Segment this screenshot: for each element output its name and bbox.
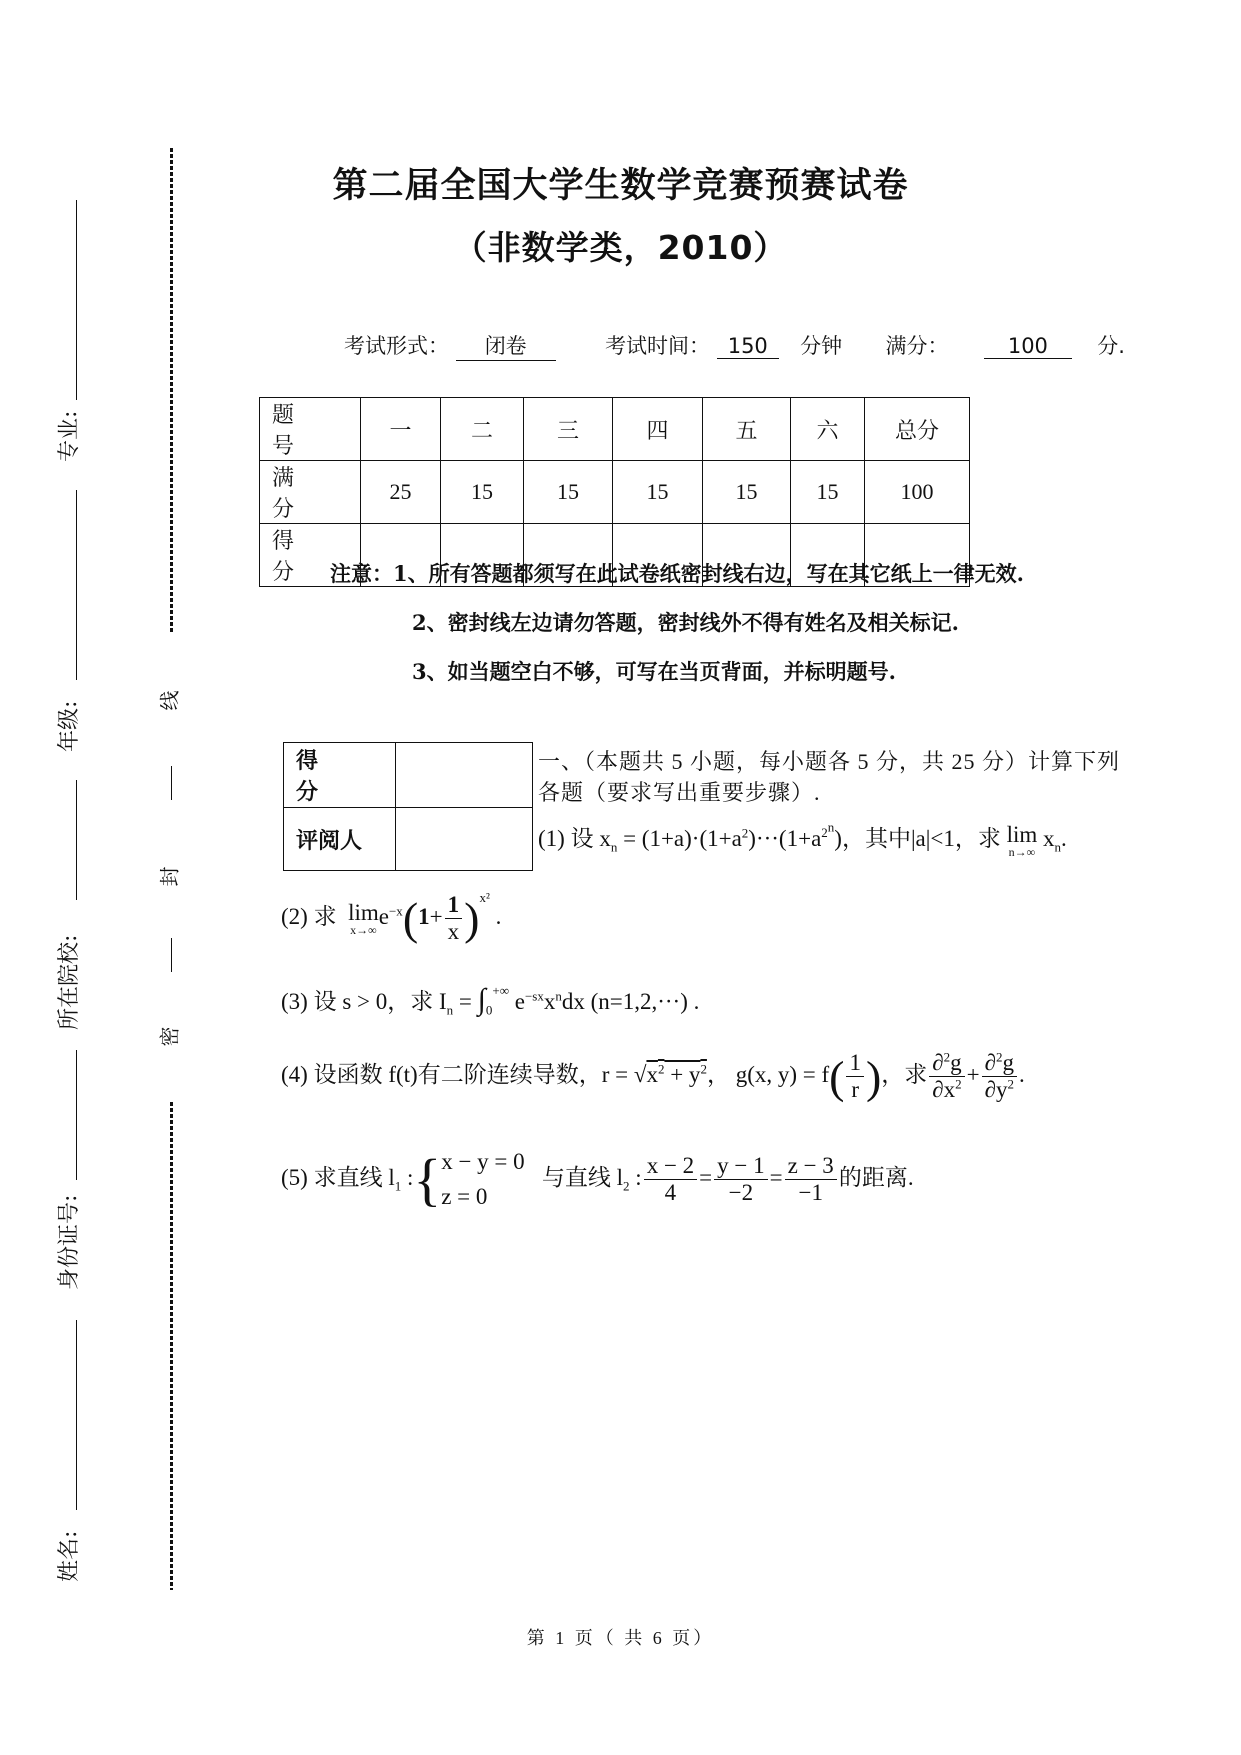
table-row-full-marks — [260, 461, 970, 524]
row-header: 得 分 — [260, 524, 361, 587]
format-label: 考试形式： — [344, 334, 449, 358]
column-header: 一 — [361, 398, 441, 461]
full-value: 100 — [984, 334, 1072, 359]
full-label: 满分： — [885, 334, 949, 358]
seal-dashed-line-top — [170, 148, 173, 633]
field-line-grade-top — [76, 490, 77, 680]
field-line-school[interactable] — [76, 1050, 77, 1180]
note-1: 注意：1、所有答题都须写在此试卷纸密封线右边，写在其它纸上一律无效. — [330, 561, 1024, 586]
seal-bar — [171, 766, 172, 800]
grading-box — [283, 742, 533, 871]
section-heading-line2: 各题（要求写出重要步骤）. — [538, 780, 821, 805]
question-3: (3) 设 s > 0，求 $I_n = \int_0^{+\infty}$ $e^{-sx}x^ndx$ (n=1,2,···) . — [281, 983, 700, 1018]
question-1: (1) 设 $x_n = (1+a)\cdot(1+a^2)\cdot\cdot\cdot(1+a^{2^n})$，其中|a|<1，求 lim n→∞ $x_n$. — [538, 820, 1067, 860]
score-label: 得 分 — [284, 743, 396, 808]
time-unit: 分钟 — [800, 334, 843, 358]
question-number: (5) — [281, 1164, 308, 1190]
question-number: (2) — [281, 904, 308, 929]
question-2: (2) 求 lim x→∞ $e^{-x}(1+$ $\frac{1}{x}$ )$^{x^2}$ . — [281, 890, 502, 945]
full-mark-cell: 15 — [613, 461, 703, 524]
page-title: 第二届全国大学生数学竞赛预赛试卷 — [332, 166, 909, 206]
seal-bar — [171, 938, 172, 972]
note-2: 2、密封线左边请勿答题，密封线外不得有姓名及相关标记. — [412, 610, 959, 635]
full-unit: 分. — [1097, 334, 1125, 358]
field-line-id[interactable] — [76, 1320, 77, 1510]
full-mark-cell: 15 — [703, 461, 791, 524]
page-footer: 第 1 页（ 共 6 页） — [526, 1628, 715, 1648]
table-row-question-number — [260, 398, 970, 461]
grader-label: 评阅人 — [284, 808, 396, 871]
column-header: 总分 — [865, 398, 970, 461]
full-mark-cell: 15 — [791, 461, 865, 524]
note-3: 3、如当题空白不够，可写在当页背面，并标明题号. — [412, 659, 896, 684]
grader-field[interactable] — [396, 808, 533, 871]
full-mark-cell: 15 — [524, 461, 613, 524]
question-number: (4) — [281, 1062, 308, 1088]
score-field[interactable] — [396, 743, 533, 808]
seal-char-seal: 封 — [157, 866, 182, 887]
seal-char-line: 线 — [157, 690, 182, 711]
column-header: 三 — [524, 398, 613, 461]
section-heading-line1: 一、（本题共 5 小题，每小题各 5 分，共 25 分）计算下列 — [538, 749, 1121, 774]
time-value: 150 — [717, 334, 779, 359]
field-label-school: 所在院校: — [57, 934, 82, 1030]
field-label-name: 姓名: — [57, 1530, 82, 1582]
column-header: 四 — [613, 398, 703, 461]
column-header: 五 — [703, 398, 791, 461]
format-value: 闭卷 — [456, 330, 556, 361]
question-4: (4) 设函数 f(t)有二阶连续导数，$r = √x^2 + y^2$， g(x, y) = f( $\frac{1}{r}$ )，求 $\frac{\partial^2g}{\partial x^2}$ + $\frac{\partial^2g}{\partial y^2}$ . — [281, 1049, 1025, 1103]
exam-info — [344, 330, 1125, 361]
column-header: 六 — [791, 398, 865, 461]
full-mark-cell: 100 — [865, 461, 970, 524]
field-line-grade[interactable] — [76, 780, 77, 900]
full-mark-cell: 25 — [361, 461, 441, 524]
field-label-id: 身份证号: — [57, 1194, 82, 1290]
question-number: (1) — [538, 826, 565, 851]
seal-dashed-line-bottom — [170, 1102, 173, 1590]
grading-row-grader — [284, 808, 533, 871]
grading-row-score — [284, 743, 533, 808]
field-label-major: 专业: — [57, 410, 82, 462]
page-subtitle: （非数学类，2010） — [453, 228, 788, 267]
question-5: (5) 求直线 $l_1$ :{x − y = 0 z = 0 与直线 $l_2$ : $\frac{x - 2}{4}$ = $\frac{y - 1}{-2}$ = $\frac{z - 3}{-1}$ 的距离. — [281, 1147, 914, 1212]
full-mark-cell: 15 — [441, 461, 524, 524]
row-header: 题 号 — [260, 398, 361, 461]
column-header: 二 — [441, 398, 524, 461]
question-number: (3) — [281, 989, 308, 1014]
field-label-grade: 年级: — [57, 700, 82, 752]
time-label: 考试时间： — [605, 334, 711, 358]
seal-char-secret: 密 — [157, 1026, 182, 1047]
row-header: 满 分 — [260, 461, 361, 524]
